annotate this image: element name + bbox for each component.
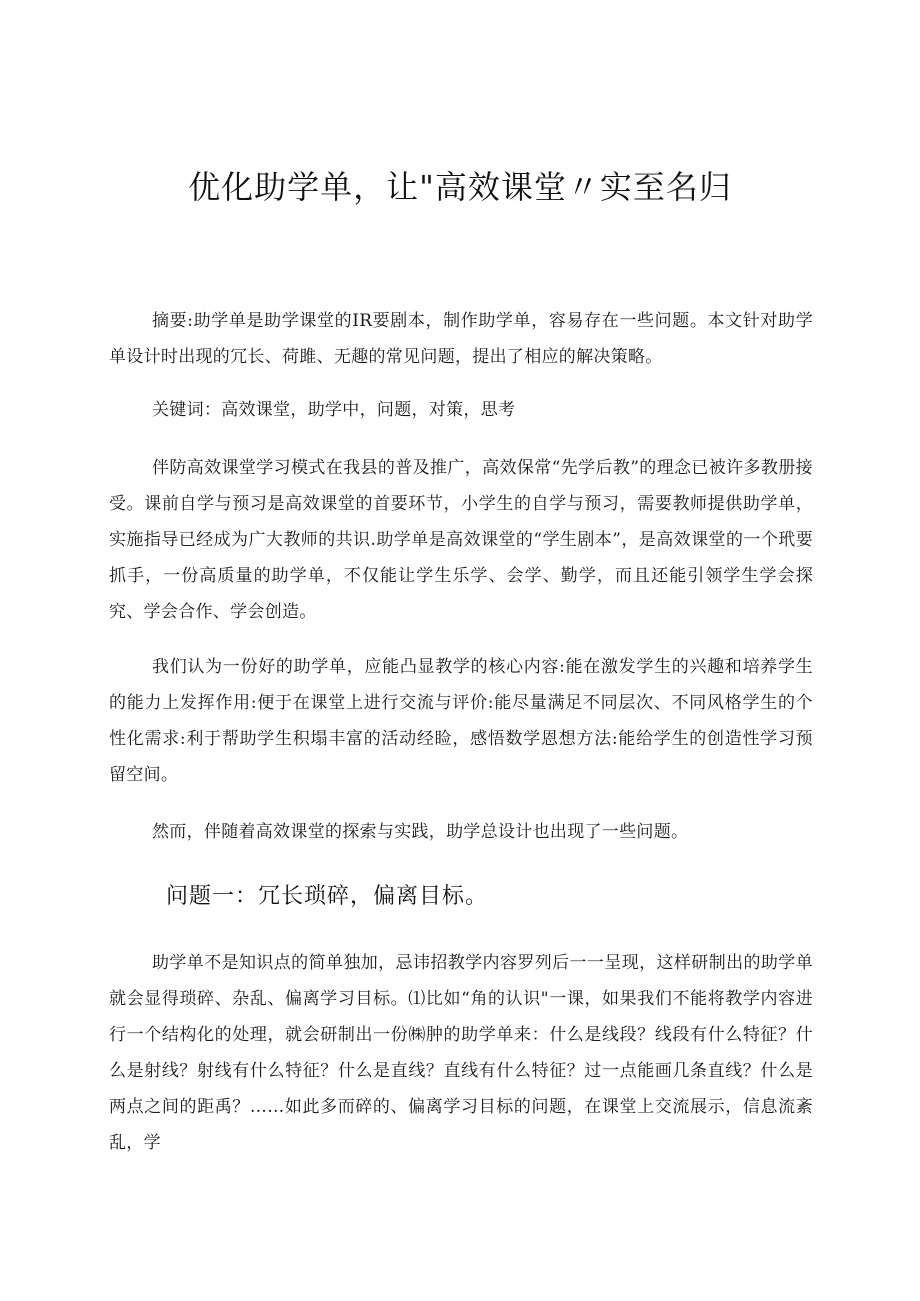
body-paragraph-4: 助学单不是知识点的简单独加，忌讳招教学内容罗列后一一呈现，这样研制出的助学单就会显得琐碎、杂乱、偏离学习目标。⑴比如“角的认识"一课，如果我们不能将教学内容进行一个结构化的处理，就会研制出一份㈱肿的助学单来：什么是线段？线段有什么特征？什么是射线？射线有什么特征？什么是直线？直线有什么特征？过一点能画几条直线？什么是两点之间的距禹？……如此多而碎的、偏离学习目标的问题，在课堂上交流展示，信息流紊乱，学 — [109, 953, 813, 1153]
body-paragraph-1: 伴防高效课堂学习模式在我县的普及推广，高效保常“先学后教”的理念已被许多教册接受。课前自学与预习是高效课堂的首要环节，小学生的自学与预习，需要教师提供助学单，实施指导已经成为广大教师的共识.助学单是高效课堂的“学生剧本”，是高效课堂的一个玳要抓手，一份高质量的助学单，不仅能让学生乐学、会学、勤学，而且还能引领学生学会探究、学会合作、学会创造。 — [109, 458, 813, 622]
body-paragraph-3: 然而，伴随着高效课堂的探索与实践，助学总设计也出现了一些问题。 — [152, 822, 689, 842]
abstract-paragraph: 摘要:助学单是助学课堂的IR要剧本，制作助学单，容易存在一些问题。本文针对助学单设计时出现的冗长、荷雎、无趣的常见问题，提出了相应的解决策略。 — [109, 311, 813, 367]
document-title: 优化助学单，让"高效课堂〃实至名归 — [188, 168, 732, 206]
section-heading: 问题一：冗长琐碎，偏离目标。 — [166, 884, 489, 909]
keywords-line: 关键词：高效课堂，助学中，问题，对策，思考 — [152, 400, 516, 420]
body-paragraph-2: 我们认为一份好的助学单，应能凸显教学的核心内容:能在激发学生的兴趣和培养学生的能力上发挥作用:便于在课堂上进行交流与评价:能尽量满足不同层次、不同风格学生的个性化需求:利于帮助学生积塌丰富的活动经睑，感悟数学恩想方法:能给学生的创造性学习预留空间。 — [109, 657, 813, 785]
